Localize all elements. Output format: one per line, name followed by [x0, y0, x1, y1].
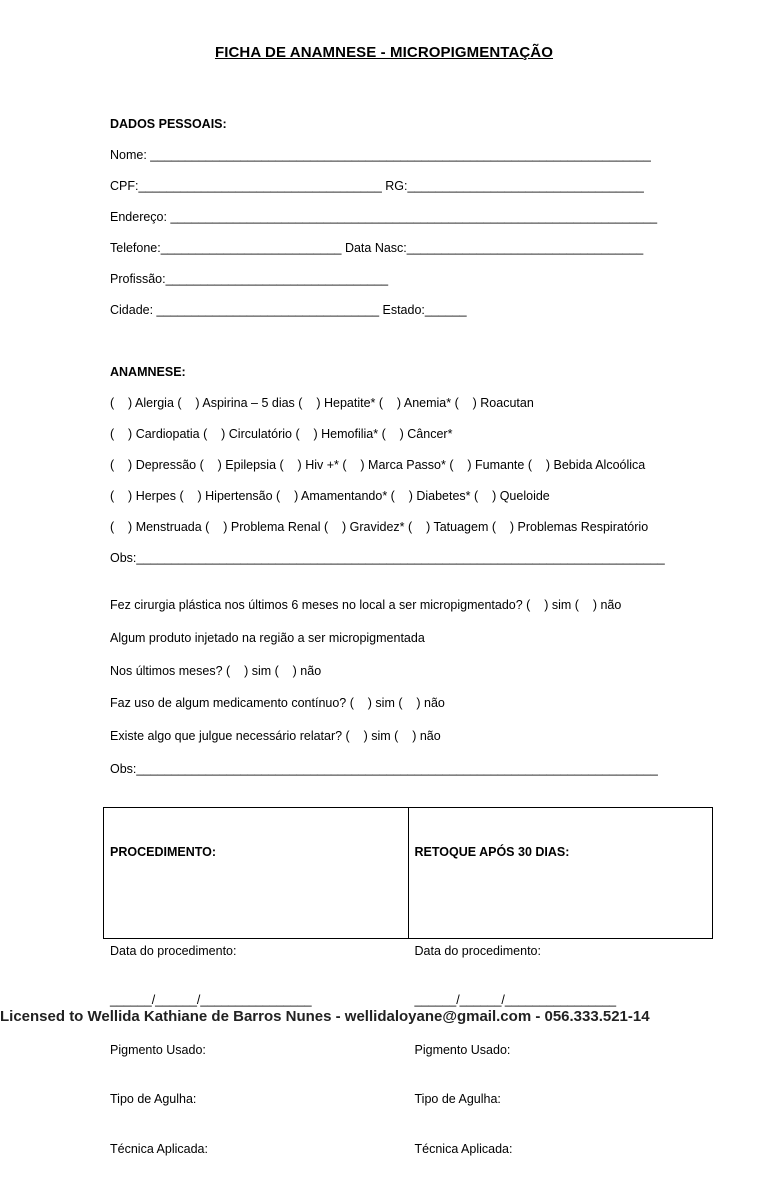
procedure-needle-label: Tipo de Agulha:: [110, 1092, 197, 1106]
touchup-cell: [408, 808, 713, 1156]
anamnese-heading: ANAMNESE:: [110, 365, 186, 379]
touchup-date-blank: ______/______/________________: [414, 993, 617, 1007]
cpf-rg-field: CPF:___________________________________ RG:__________________________________: [110, 179, 644, 193]
procedure-date-blank: ______/______/________________: [110, 993, 312, 1007]
question-continuous-medication: Faz uso de algum medicamento contínuo? ( ) sim ( ) não: [110, 696, 445, 710]
question-injected-product: Algum produto injetado na região a ser micropigmentada: [110, 631, 425, 645]
touchup-heading: RETOQUE APÓS 30 DIAS:: [414, 845, 570, 859]
page-title: FICHA DE ANAMNESE - MICROPIGMENTAÇÃO: [214, 44, 554, 61]
spacer: [415, 894, 707, 910]
anamnese-checklist-row: ( ) Herpes ( ) Hipertensão ( ) Amamentando* ( ) Diabetes* ( ) Queloide: [110, 489, 550, 503]
anamnese-obs-field: Obs:____________________________________________________________________________: [110, 551, 665, 565]
question-plastic-surgery: Fez cirurgia plástica nos últimos 6 meses no local a ser micropigmentado? ( ) sim ( ) não: [110, 598, 622, 612]
cidade-estado-field: Cidade: ________________________________ Estado:______: [110, 303, 467, 317]
anamnese-checklist-row: ( ) Menstruada ( ) Problema Renal ( ) Gravidez* ( ) Tatuagem ( ) Problemas Respiratório: [110, 520, 649, 534]
touchup-technique-label: Técnica Aplicada:: [414, 1141, 513, 1156]
anamnese-checklist-row: ( ) Depressão ( ) Epilepsia ( ) Hiv +* ( ) Marca Passo* ( ) Fumante ( ) Bebida Alcoólica: [110, 458, 646, 472]
anamnese-checklist-row: ( ) Cardiopatia ( ) Circulatório ( ) Hemofilia* ( ) Câncer*: [110, 427, 453, 441]
questions-obs-field: Obs:___________________________________________________________________________: [110, 762, 658, 776]
telefone-nasc-field: Telefone:__________________________ Data Nasc:__________________________________: [110, 241, 644, 255]
touchup-date-label: Data do procedimento:: [414, 943, 541, 958]
nome-field: Nome: ________________________________________________________________________: [110, 148, 651, 162]
personal-data-heading: DADOS PESSOAIS:: [110, 117, 227, 131]
spacer: [110, 894, 402, 910]
touchup-needle-label: Tipo de Agulha:: [414, 1092, 501, 1106]
anamnese-checklist-row: ( ) Alergia ( ) Aspirina – 5 dias ( ) Hepatite* ( ) Anemia* ( ) Roacutan: [110, 396, 534, 410]
procedure-date-label: Data do procedimento:: [110, 943, 237, 958]
profissao-field: Profissão:________________________________: [110, 272, 389, 286]
procedure-pigment-label: Pigmento Usado:: [110, 1042, 206, 1057]
question-recent-months: Nos últimos meses? ( ) sim ( ) não: [110, 664, 322, 678]
procedure-technique-label: Técnica Aplicada:: [110, 1141, 208, 1156]
touchup-pigment-label: Pigmento Usado:: [414, 1042, 511, 1057]
question-something-to-report: Existe algo que julgue necessário relatar? ( ) sim ( ) não: [110, 729, 441, 743]
license-footer: Licensed to Wellida Kathiane de Barros Nunes - wellidaloyane@gmail.com - 056.333.521-14: [0, 1008, 650, 1025]
endereco-field: Endereço: ______________________________________________________________________: [110, 210, 658, 224]
procedure-heading: PROCEDIMENTO:: [110, 845, 217, 859]
procedure-cell: [104, 808, 408, 1156]
